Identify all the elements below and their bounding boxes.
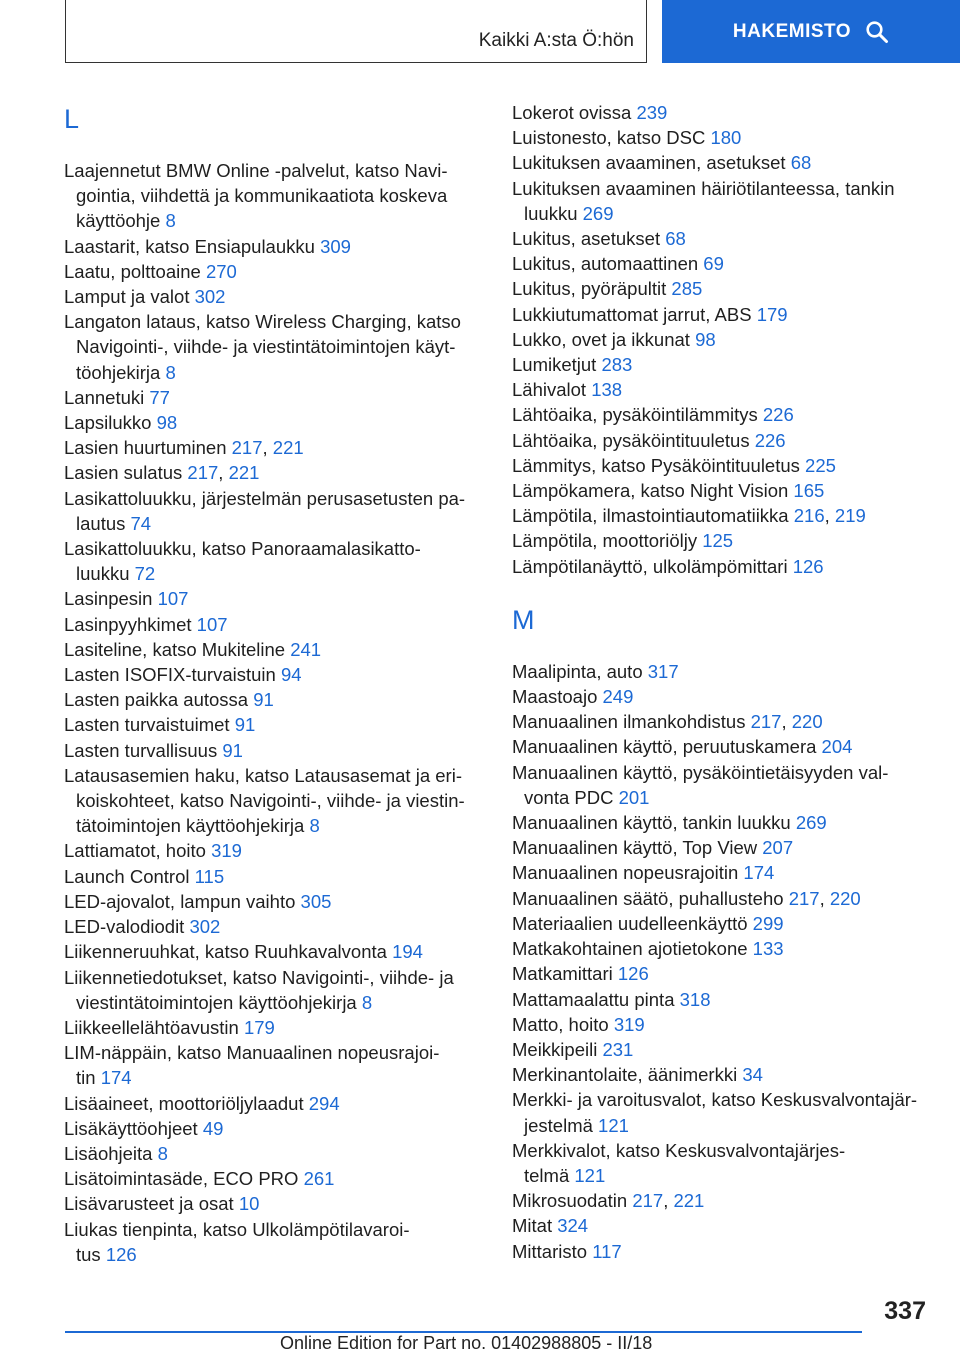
index-entry-text: Lämmitys, katso Pysäköintituuletus — [512, 454, 806, 476]
index-entry — [64, 1141, 484, 1166]
page-link[interactable]: 217 — [788, 887, 820, 909]
page-link[interactable]: 294 — [308, 1092, 340, 1114]
index-entry-text: Lämpökamera, katso Night Vision — [512, 480, 794, 502]
index-entry — [512, 1087, 932, 1137]
page-link[interactable]: 179 — [756, 303, 788, 325]
page-link[interactable]: 269 — [795, 812, 827, 834]
page-link[interactable]: 221 — [228, 462, 260, 484]
index-entry-text: Laajennetut BMW Online -palvelut, katso Navi- gointia, viihdettä ja kommunikaatiota koskeva käyttöohje — [64, 160, 448, 232]
page-link[interactable]: 107 — [196, 613, 228, 635]
page-link[interactable]: 217 — [632, 1190, 664, 1212]
page-link[interactable]: 319 — [613, 1013, 645, 1035]
index-entry-text: Lähivalot — [512, 379, 592, 401]
index-entry-text: Lisäaineet, moottoriöljylaadut — [64, 1092, 309, 1114]
page-link[interactable]: 107 — [157, 588, 189, 610]
index-entry — [512, 276, 932, 301]
page-link[interactable]: 133 — [752, 938, 784, 960]
index-entry-text: Lattiamatot, hoito — [64, 840, 212, 862]
index-entry-text: Merkinantolaite, äänimerkki — [512, 1064, 743, 1086]
index-entry — [64, 662, 484, 687]
index-entry — [64, 460, 484, 485]
page-link[interactable]: 121 — [574, 1164, 606, 1186]
index-tab-label: HAKEMISTO — [732, 20, 852, 42]
index-entry — [512, 453, 932, 478]
page-link[interactable]: 302 — [189, 916, 221, 938]
index-entry — [64, 486, 484, 536]
page-link[interactable]: 8 — [165, 361, 176, 383]
index-entry-text: Mattamaalattu pinta — [512, 988, 680, 1010]
index-entry-text: Latausasemien haku, katso Latausasemat ja eri- koiskohteet, katso Navigointi-, viihde- ja viestin- tätoimintojen käyttöohjekirja — [64, 764, 465, 837]
index-entry — [512, 810, 932, 835]
page-link[interactable]: 180 — [710, 127, 742, 149]
page-link[interactable]: 165 — [793, 480, 825, 502]
page-link[interactable]: 179 — [243, 1016, 275, 1038]
index-entry-text: LED-valodiodit — [64, 916, 190, 938]
index-entry — [512, 734, 932, 759]
section-letter: L — [64, 104, 80, 134]
index-entry-text: Lämpötila, ilmastointiautomatiikka — [512, 505, 794, 527]
page-link[interactable]: 77 — [149, 386, 170, 408]
index-entry — [64, 763, 484, 839]
page-link[interactable]: 98 — [695, 328, 716, 350]
page-link[interactable]: 91 — [222, 739, 243, 761]
page-link[interactable]: 220 — [791, 711, 823, 733]
index-entry — [512, 987, 932, 1012]
page-link[interactable]: 8 — [309, 815, 320, 837]
index-entry-text: Lukitus, pyöräpultit — [512, 278, 672, 300]
page-link[interactable]: 74 — [130, 512, 152, 534]
index-column-left — [64, 100, 484, 1267]
index-entry — [512, 1037, 932, 1062]
index-entry — [512, 478, 932, 503]
index-entry — [64, 1116, 484, 1141]
page-link[interactable]: 98 — [156, 412, 178, 434]
index-entry — [512, 428, 932, 453]
index-entry — [64, 1191, 484, 1216]
index-entry — [512, 1239, 932, 1264]
index-entry — [64, 536, 484, 586]
page-link[interactable]: 305 — [300, 890, 332, 912]
index-entry-text: Merkkivalot, katso Keskusvalvontajärjes- telmä — [512, 1139, 846, 1186]
index-entry-text: Matkakohtainen ajotietokone — [512, 938, 753, 960]
index-entry — [64, 712, 484, 737]
index-entry — [512, 352, 932, 377]
index-entry — [64, 158, 484, 234]
index-entry — [512, 936, 932, 961]
index-entry — [512, 176, 932, 226]
index-entry-text: LED-ajovalot, lampun vaihto — [64, 890, 301, 912]
index-entry — [512, 251, 932, 276]
index-entry-text: Mitat — [512, 1215, 558, 1237]
page-link[interactable]: 91 — [234, 714, 256, 736]
index-entry-text: Lämpötilanäyttö, ulkolämpömittari — [512, 555, 793, 577]
index-entry — [512, 1213, 932, 1238]
index-entry-text: Lasinpyyhkimet — [64, 613, 197, 635]
page-link[interactable]: 216 — [793, 505, 825, 527]
page-link[interactable]: 204 — [821, 736, 853, 758]
index-entry — [64, 1217, 484, 1267]
page-link[interactable]: 10 — [238, 1193, 260, 1215]
page-link[interactable]: 138 — [591, 379, 623, 401]
page-link[interactable]: 8 — [165, 210, 176, 232]
page-link[interactable]: 8 — [157, 1142, 168, 1164]
index-entry — [64, 965, 484, 1015]
index-entry — [64, 234, 484, 259]
index-entry-text: Lokerot ovissa — [512, 102, 637, 123]
page-link[interactable]: 72 — [134, 563, 156, 585]
page-link[interactable]: 217 — [187, 462, 219, 484]
index-entry — [512, 760, 932, 810]
index-entry — [64, 385, 484, 410]
index-entry-text: Lämpötila, moottoriöljy — [512, 530, 703, 552]
index-entry-text: Liikkeellelähtöavustin — [64, 1016, 244, 1038]
index-entry — [64, 435, 484, 460]
index-entry-text: Langaton lataus, katso Wireless Charging, katso Navigointi-, viihde- ja viestintätoimintojen käyt- töohjekirja — [64, 311, 461, 383]
index-entry — [512, 1188, 932, 1213]
index-entry-text: Lukko, ovet ja ikkunat — [512, 328, 696, 350]
index-entry-text: Lasien sulatus — [64, 462, 188, 484]
index-entry-text: Lumiketjut — [512, 354, 602, 376]
index-entry — [512, 860, 932, 885]
index-entry-text: Lasiteline, katso Mukiteline — [64, 638, 291, 660]
index-entry — [512, 226, 932, 251]
index-entry — [512, 125, 932, 150]
search-icon[interactable] — [865, 20, 889, 44]
page-link[interactable]: 91 — [253, 689, 274, 711]
index-entry — [512, 835, 932, 860]
index-entry-text: Mikrosuodatin — [512, 1190, 633, 1212]
page-link[interactable]: 217 — [231, 437, 263, 459]
index-entry-text: Lisäohjeita — [64, 1142, 158, 1164]
index-entry — [512, 1062, 932, 1087]
index-entry — [512, 961, 932, 986]
index-column-right — [512, 100, 932, 1264]
index-entry-text: Lukituksen avaaminen häiriötilanteessa, tankin luukku — [512, 177, 895, 224]
index-entry — [64, 738, 484, 763]
index-entry-text: Merkki- ja varoitusvalot, katso Keskusvalvontajär- jestelmä — [512, 1089, 918, 1136]
index-entry — [64, 838, 484, 863]
index-entry-text: Lasten turvaistuimet — [64, 714, 235, 736]
page-link[interactable]: 285 — [671, 278, 703, 300]
page-link[interactable]: 126 — [617, 963, 649, 985]
index-entry — [512, 659, 932, 684]
index-entry-text: Manuaalinen käyttö, Top View — [512, 837, 763, 859]
index-entry-text: Lamput ja valot — [64, 286, 195, 308]
index-entry — [512, 302, 932, 327]
index-entry — [64, 586, 484, 611]
index-entry-text: Liukas tienpinta, katso Ulkolämpötilavaroi- tus — [64, 1218, 410, 1265]
page-link[interactable]: 217 — [750, 711, 782, 733]
index-entry — [64, 889, 484, 914]
page-link[interactable]: 302 — [194, 286, 226, 308]
page-link[interactable]: 121 — [598, 1114, 629, 1136]
index-entry-text: Manuaalinen käyttö, tankin luukku — [512, 812, 796, 834]
index-entry — [64, 284, 484, 309]
index-entry-text: Matkamittari — [512, 963, 618, 985]
index-entry — [512, 1012, 932, 1037]
index-entry-text: Lukituksen avaaminen, asetukset — [512, 152, 791, 174]
page-separator: , — [218, 462, 229, 484]
page-link[interactable]: 221 — [673, 1190, 705, 1212]
page-link[interactable]: 269 — [582, 202, 614, 224]
index-entry — [512, 709, 932, 734]
page-separator: , — [262, 437, 273, 459]
footer-edition-text: Online Edition for Part no. 01402988805 - II/18 — [280, 1333, 653, 1353]
page-link[interactable]: 324 — [557, 1215, 589, 1237]
index-entry-text: Lasten paikka autossa — [64, 689, 254, 711]
index-entry — [512, 327, 932, 352]
index-entry — [64, 1040, 484, 1090]
index-entry — [64, 309, 484, 385]
index-entry-text: Maalipinta, auto — [512, 660, 648, 682]
all-topics-tab-label: Kaikki A:sta Ö:hön — [478, 30, 634, 51]
index-entry — [64, 864, 484, 889]
index-entry-text: Lasien huurtuminen — [64, 437, 232, 459]
index-entry-text: Lisävarusteet ja osat — [64, 1193, 239, 1215]
page-number: 337 — [884, 1297, 926, 1325]
all-topics-tab[interactable] — [65, 0, 647, 63]
page-link[interactable]: 270 — [205, 260, 237, 282]
index-entry-text: LIM-näppäin, katso Manuaalinen nopeusrajoi- tin — [64, 1042, 440, 1089]
page-separator: , — [781, 711, 792, 733]
page-link[interactable]: 117 — [592, 1240, 622, 1262]
index-entry — [64, 939, 484, 964]
page-link[interactable]: 219 — [834, 505, 866, 527]
page-link[interactable]: 126 — [792, 555, 824, 577]
index-entry — [64, 687, 484, 712]
page-link[interactable]: 226 — [762, 404, 794, 426]
page-link[interactable]: 318 — [679, 988, 711, 1010]
page-link[interactable]: 174 — [743, 862, 775, 884]
index-entry — [512, 528, 932, 553]
page-link[interactable]: 249 — [602, 686, 634, 708]
page-link[interactable]: 126 — [105, 1243, 137, 1265]
section-letter: M — [512, 604, 535, 635]
page-separator: , — [663, 1190, 674, 1212]
page-link[interactable]: 207 — [762, 837, 794, 859]
page-link[interactable]: 49 — [202, 1117, 224, 1139]
index-entry — [512, 503, 932, 528]
index-entry — [64, 612, 484, 637]
page-link[interactable]: 226 — [754, 429, 786, 451]
index-entry — [64, 1015, 484, 1040]
index-entry-text: Lasten turvallisuus — [64, 739, 223, 761]
index-entry — [512, 402, 932, 427]
index-entry — [64, 259, 484, 284]
page-link[interactable]: 299 — [752, 912, 784, 934]
page-link[interactable]: 239 — [636, 102, 668, 123]
index-entry-text: Manuaalinen käyttö, pysäköintietäisyyden val- vonta PDC — [512, 761, 889, 808]
index-entry-text: Liikennetiedotukset, katso Navigointi-, viihde- ja viestintätoimintojen käyttöohjekirja — [64, 966, 454, 1013]
index-entry — [512, 150, 932, 175]
page-separator: , — [819, 887, 830, 909]
index-entry-text: Laastarit, katso Ensiapulaukku — [64, 235, 321, 257]
page-link[interactable]: 319 — [211, 840, 242, 862]
page-link[interactable]: 225 — [805, 454, 836, 476]
page-link[interactable]: 68 — [790, 152, 812, 174]
index-entry-text: Lapsilukko — [64, 412, 157, 434]
index-entry-text: Lisätoimintasäde, ECO PRO — [64, 1168, 304, 1190]
section-gap — [512, 579, 932, 601]
index-entry-text: Mittaristo — [512, 1240, 593, 1262]
index-entry-text: Lannetuki — [64, 386, 150, 408]
page-link[interactable]: 283 — [601, 354, 633, 376]
index-entry — [64, 1091, 484, 1116]
page-link[interactable]: 220 — [829, 887, 861, 909]
index-entry-text: Lähtöaika, pysäköintituuletus — [512, 429, 755, 451]
index-entry — [512, 911, 932, 936]
index-entry-text: Laatu, polttoaine — [64, 260, 206, 282]
page-link[interactable]: 231 — [602, 1038, 634, 1060]
page-link[interactable]: 174 — [100, 1067, 132, 1089]
index-entry-text: Lasten ISOFIX-turvaistuin — [64, 664, 281, 686]
index-entry-text: Launch Control — [64, 865, 195, 887]
page-link[interactable]: 201 — [618, 786, 650, 808]
page-separator: , — [824, 505, 835, 527]
index-entry-text: Meikkipeili — [512, 1038, 603, 1060]
page-link[interactable]: 69 — [703, 253, 724, 275]
page-link[interactable]: 309 — [320, 235, 351, 257]
index-entry-text: Lasikattoluukku, katso Panoraamalasikatto- luukku — [64, 538, 421, 585]
page-link[interactable]: 125 — [702, 530, 734, 552]
index-entry — [64, 1166, 484, 1191]
page-link[interactable]: 194 — [392, 941, 423, 963]
index-entry — [512, 1138, 932, 1188]
index-entry-text: Lasinpesin — [64, 588, 158, 610]
index-entry-text: Manuaalinen säätö, puhallusteho — [512, 887, 789, 909]
index-entry — [64, 914, 484, 939]
page-link[interactable]: 317 — [647, 660, 679, 682]
index-entry — [512, 684, 932, 709]
page-link[interactable]: 68 — [665, 228, 686, 250]
index-entry — [512, 554, 932, 579]
index-entry — [512, 886, 932, 911]
index-entry-text: Manuaalinen ilmankohdistus — [512, 711, 751, 733]
page-link[interactable]: 94 — [280, 664, 302, 686]
index-entry — [512, 100, 932, 125]
index-entry-text: Maastoajo — [512, 686, 603, 708]
index-entry-text: Matto, hoito — [512, 1013, 614, 1035]
index-entry-text: Manuaalinen käyttö, peruutuskamera — [512, 736, 822, 758]
page-link[interactable]: 221 — [272, 437, 304, 459]
index-entry-text: Lukitus, automaattinen — [512, 253, 704, 275]
index-entry-text: Materiaalien uudelleenkäyttö — [512, 912, 753, 934]
index-entry-text: Manuaalinen nopeusrajoitin — [512, 862, 744, 884]
page-link[interactable]: 8 — [361, 991, 373, 1013]
page-link[interactable]: 261 — [303, 1168, 335, 1190]
index-entry-text: Lähtöaika, pysäköintilämmitys — [512, 404, 763, 426]
index-entry — [512, 377, 932, 402]
index-entry-text: Lukkiutumattomat jarrut, ABS — [512, 303, 757, 325]
index-entry-text: Luistonesto, katso DSC — [512, 127, 711, 149]
page-link[interactable]: 115 — [194, 865, 225, 887]
index-entry-text: Liikenneruuhkat, katso Ruuhkavalvonta — [64, 941, 393, 963]
index-entry — [64, 637, 484, 662]
index-entry-text: Lukitus, asetukset — [512, 228, 666, 250]
index-tab[interactable] — [662, 0, 960, 63]
index-entry-text: Lasikattoluukku, järjestelmän perusasetusten pa- lautus — [64, 487, 466, 534]
index-entry-text: Lisäkäyttöohjeet — [64, 1117, 203, 1139]
page-link[interactable]: 34 — [742, 1064, 763, 1086]
page-link[interactable]: 241 — [290, 638, 322, 660]
index-entry — [64, 410, 484, 435]
